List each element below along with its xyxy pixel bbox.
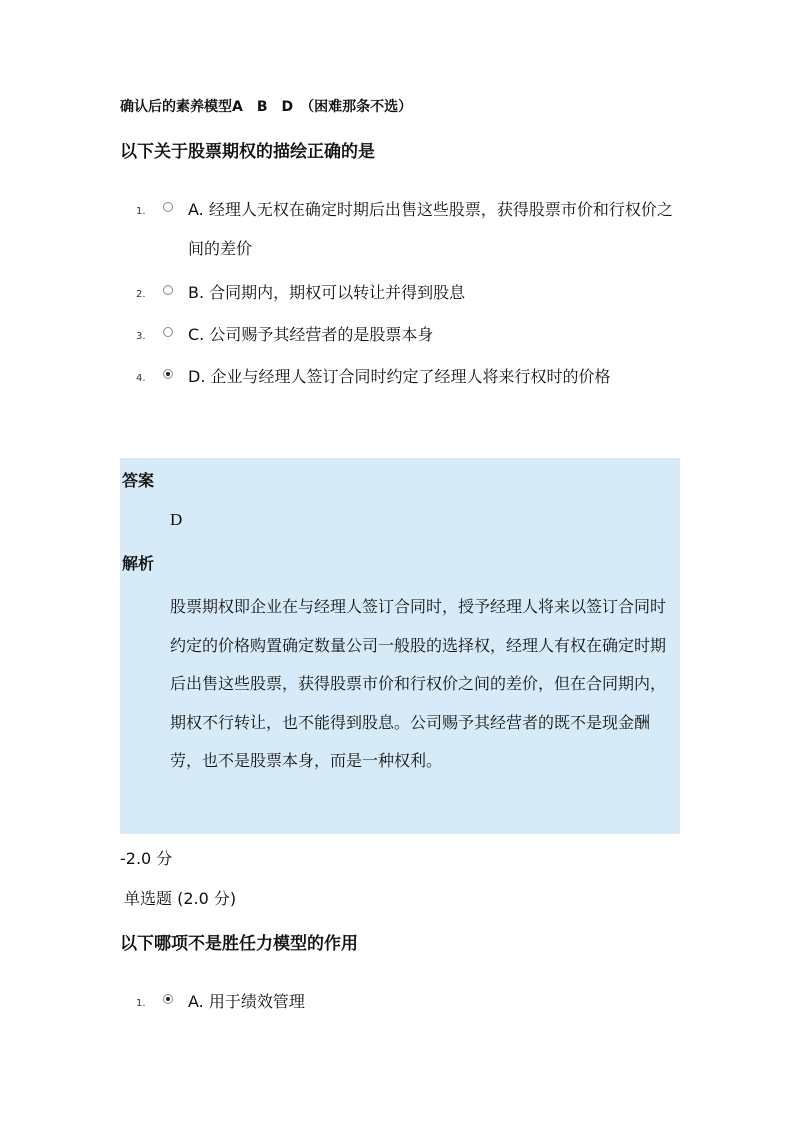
option-label: C. 公司赐予其经营者的是股票本身 xyxy=(188,325,434,344)
option-label: A. 经理人无权在确定时期后出售这些股票，获得股票市价和行权价之间的差价 xyxy=(188,200,673,258)
radio-button-selected[interactable] xyxy=(163,369,173,379)
option-number: 3. xyxy=(136,331,146,342)
option-number: 1. xyxy=(136,998,146,1009)
question-title: 以下哪项不是胜任力模型的作用 xyxy=(120,934,358,954)
radio-button-selected[interactable] xyxy=(163,994,173,1004)
option-label: B. 合同期内，期权可以转让并得到股息 xyxy=(188,283,466,302)
explanation-text: 股票期权即企业在与经理人签订合同时，授予经理人将来以签订合同时约定的价格购置确定数量公司一般股的选择权，经理人有权在确定时期后出售这些股票，获得股票市价和行权价之间的差价，但在合同期内，期权不行转让，也不能得到股息。公司赐予其经营者的既不是现金酬劳，也不是股票本身，而是一种权利。 xyxy=(170,597,667,770)
radio-button[interactable] xyxy=(163,327,173,337)
explanation-label: 解析 xyxy=(122,554,155,573)
radio-button[interactable] xyxy=(163,202,173,212)
answer-label: 答案 xyxy=(122,471,155,490)
option-number: 1. xyxy=(136,206,146,217)
answer-panel xyxy=(120,458,680,834)
answer-value: D xyxy=(170,510,183,529)
radio-button[interactable] xyxy=(163,285,173,295)
option-number: 4. xyxy=(136,373,146,384)
question-type-label: 单选题 (2.0 分) xyxy=(124,889,237,908)
option-label: A. 用于绩效管理 xyxy=(188,992,305,1011)
note-text: 确认后的素养模型A B D （困难那条不选） xyxy=(120,99,413,115)
question-title: 以下关于股票期权的描绘正确的是 xyxy=(120,142,375,162)
option-number: 2. xyxy=(136,289,146,300)
score-text: -2.0 分 xyxy=(120,849,173,868)
option-label: D. 企业与经理人签订合同时约定了经理人将来行权时的价格 xyxy=(188,367,611,386)
